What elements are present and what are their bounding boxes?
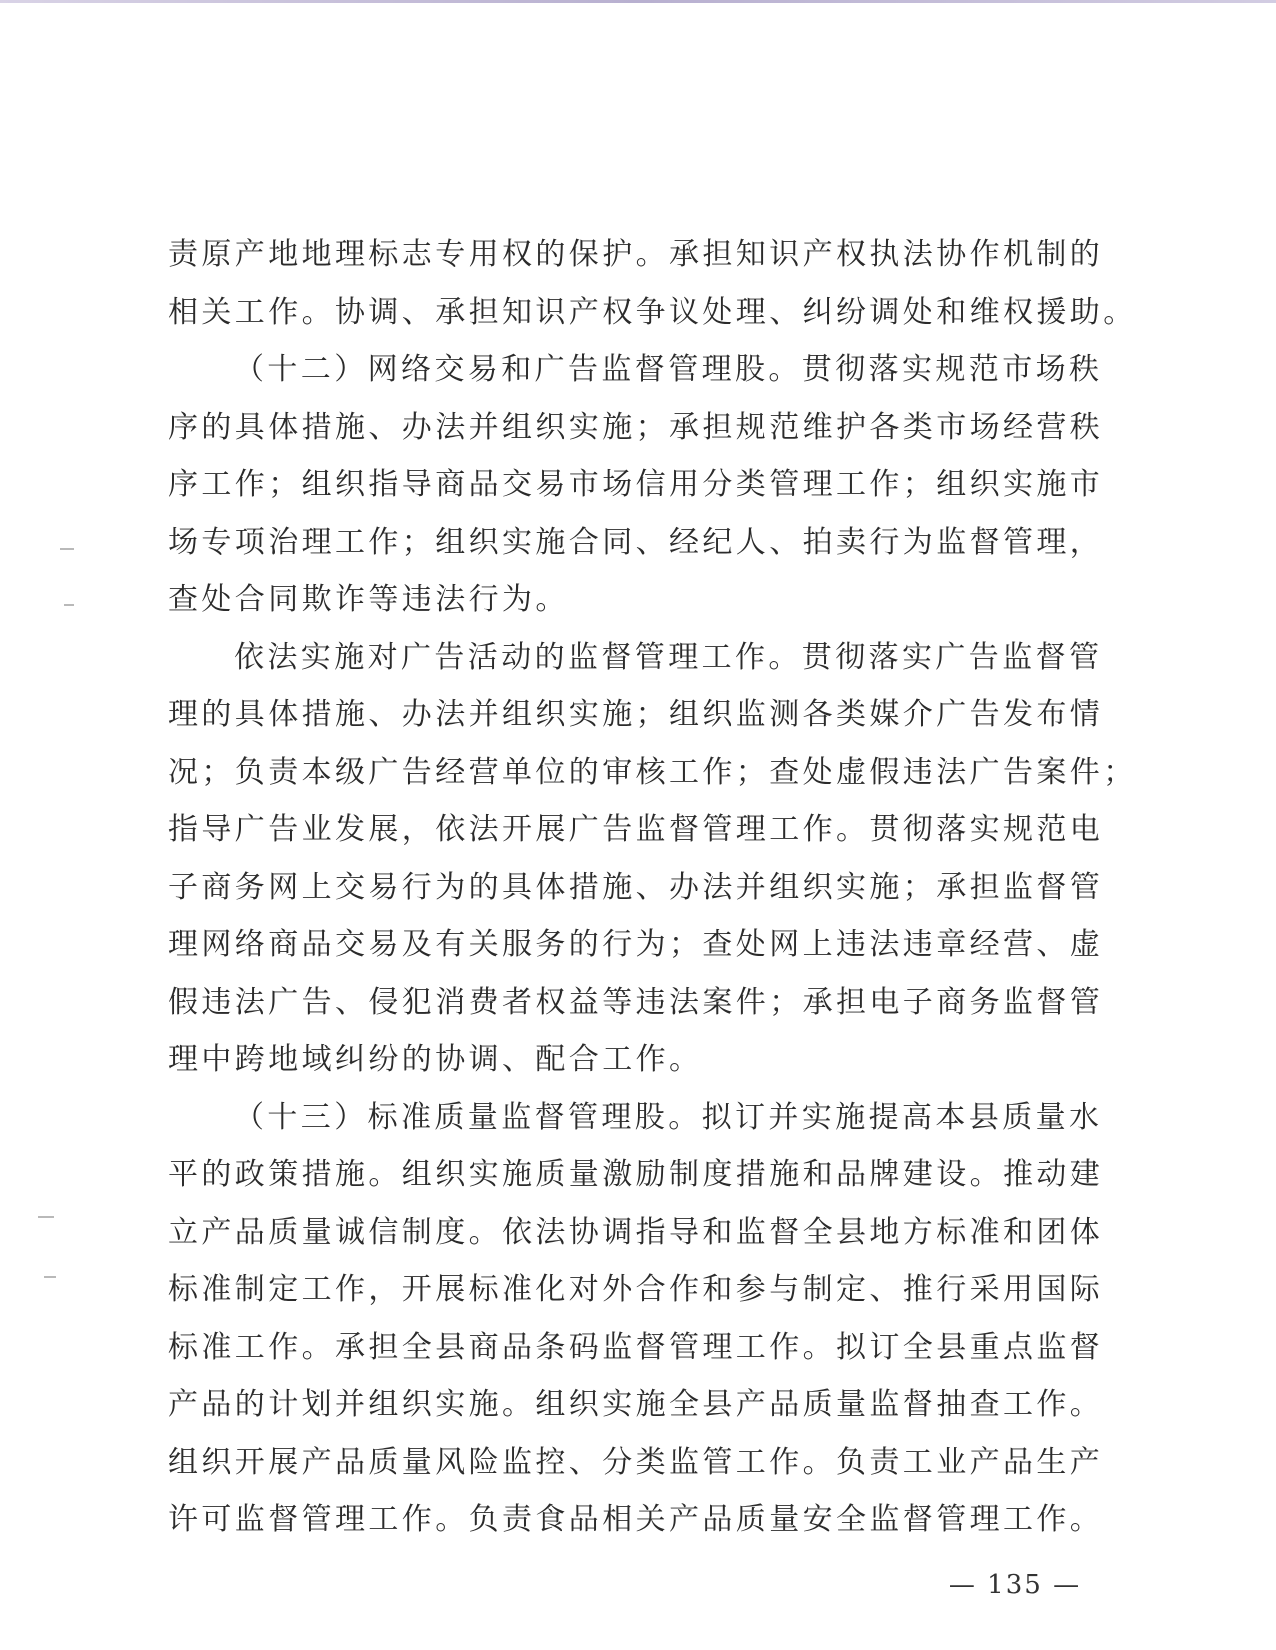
text-line: 平的政策措施。组织实施质量激励制度措施和品牌建设。推动建 <box>168 1157 1104 1192</box>
document-body <box>168 226 1137 1549</box>
text-line: 子商务网上交易行为的具体措施、办法并组织实施；承担监督管 <box>168 869 1104 905</box>
text-line: 标准工作。承担全县商品条码监督管理工作。拟订全县重点监督 <box>168 1329 1104 1365</box>
page-number: — 135 — <box>948 1570 1082 1600</box>
text-line: 理网络商品交易及有关服务的行为；查处网上违法违章经营、虚 <box>168 927 1104 962</box>
text-line: 况；负责本级广告经营单位的审核工作；查处虚假违法广告案件； <box>168 754 1137 790</box>
document-text <box>168 226 1137 1549</box>
text-line: 责原产地地理标志专用权的保护。承担知识产权执法协作机制的 <box>168 237 1104 272</box>
text-line: 相关工作。协调、承担知识产权争议处理、纠纷调处和维权援助。 <box>168 294 1137 330</box>
text-line: 标准制定工作，开展标准化对外合作和参与制定、推行采用国际 <box>168 1272 1104 1307</box>
text-line: 指导广告业发展，依法开展广告监督管理工作。贯彻落实规范电 <box>168 812 1104 847</box>
text-line: （十二）网络交易和广告监督管理股。贯彻落实规范市场秩 <box>234 352 1103 387</box>
text-line: 依法实施对广告活动的监督管理工作。贯彻落实广告监督管 <box>234 639 1103 675</box>
scan-mark <box>60 548 74 550</box>
text-line: （十三）标准质量监督管理股。拟订并实施提高本县质量水 <box>234 1099 1103 1135</box>
scan-mark <box>44 1276 56 1278</box>
scan-mark <box>64 604 74 606</box>
text-line: 理的具体措施、办法并组织实施；组织监测各类媒介广告发布情 <box>168 697 1104 732</box>
text-line: 假违法广告、侵犯消费者权益等违法案件；承担电子商务监督管 <box>168 984 1104 1020</box>
text-line: 组织开展产品质量风险监控、分类监管工作。负责工业产品生产 <box>168 1444 1104 1480</box>
text-line: 产品的计划并组织实施。组织实施全县产品质量监督抽查工作。 <box>168 1387 1104 1422</box>
text-line: 许可监督管理工作。负责食品相关产品质量安全监督管理工作。 <box>168 1502 1104 1537</box>
scan-mark <box>38 1216 54 1218</box>
text-line: 序的具体措施、办法并组织实施；承担规范维护各类市场经营秩 <box>168 409 1104 445</box>
text-line: 立产品质量诚信制度。依法协调指导和监督全县地方标准和团体 <box>168 1214 1104 1250</box>
text-line: 理中跨地域纠纷的协调、配合工作。 <box>168 1042 703 1077</box>
scan-top-edge <box>0 0 1276 3</box>
text-line: 查处合同欺诈等违法行为。 <box>168 582 569 617</box>
text-line: 序工作；组织指导商品交易市场信用分类管理工作；组织实施市 <box>168 467 1104 502</box>
text-line: 场专项治理工作；组织实施合同、经纪人、拍卖行为监督管理， <box>168 524 1104 560</box>
